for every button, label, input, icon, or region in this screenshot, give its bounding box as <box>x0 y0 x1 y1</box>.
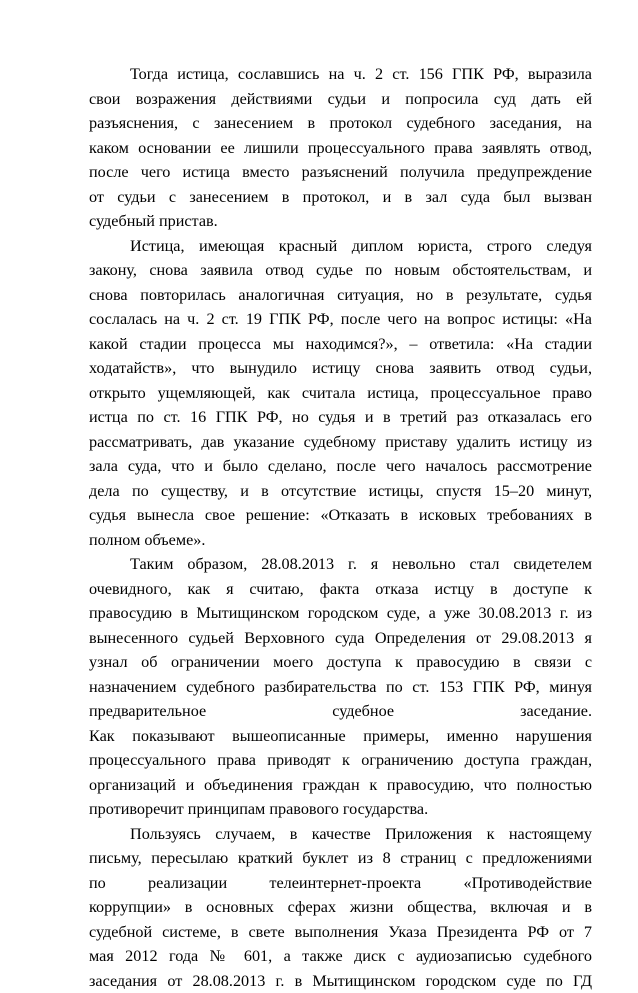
text-line: мая 2012 года № 601, а также диск с аудиозаписью судебного <box>89 944 592 969</box>
text-line: вынесенного судьей Верховного суда Определения от 29.08.2013 я <box>89 626 592 651</box>
text-line: закону, снова заявила отвод судье по новым обстоятельствам, и <box>89 258 592 283</box>
text-line: ходатайств», что вынудило истицу снова заявить отвод судьи, <box>89 356 592 381</box>
text-line: Как показывают вышеописанные примеры, именно нарушения <box>89 724 592 749</box>
text-line: разъяснения, с занесением в протокол судебного заседания, на <box>89 111 592 136</box>
text-line: полном объеме». <box>89 528 592 553</box>
paragraph <box>89 822 592 993</box>
text-line: письму, пересылаю краткий буклет из 8 страниц с предложениями <box>89 846 592 871</box>
text-line: коррупции» в основных сферах жизни общества, включая и в <box>89 895 592 920</box>
text-line: сослалась на ч. 2 ст. 19 ГПК РФ, после чего на вопрос истицы: «На <box>89 307 592 332</box>
text-line: по реализации телеинтернет-проекта «Противодействие <box>89 871 592 896</box>
text-line: дела по существу, и в отсутствие истицы, спустя 15–20 минут, <box>89 479 592 504</box>
text-line: рассматривать, дав указание судебному приставу удалить истицу из <box>89 430 592 455</box>
paragraph <box>89 724 592 822</box>
text-line: каком основании ее лишили процессуального права заявлять отвод, <box>89 136 592 161</box>
text-line: судебный пристав. <box>89 209 592 234</box>
text-line: Истица, имеющая красный диплом юриста, строго следуя <box>89 234 592 259</box>
paragraph <box>89 552 592 724</box>
text-line: судебной системе, в свете выполнения Указа Президента РФ от 7 <box>89 920 592 945</box>
text-line: какой стадии процесса мы находимся?», – ответила: «На стадии <box>89 332 592 357</box>
text-line: правосудию в Мытищинском городском суде, а уже 30.08.2013 г. из <box>89 601 592 626</box>
text-line: Таким образом, 28.08.2013 г. я невольно стал свидетелем <box>89 552 592 577</box>
text-line: предварительное судебное заседание. <box>89 699 592 724</box>
text-line: судья вынесла свое решение: «Отказать в исковых требованиях в <box>89 503 592 528</box>
text-line: свои возражения действиями судьи и попросила суд дать ей <box>89 87 592 112</box>
paragraph <box>89 62 592 234</box>
text-line: Тогда истица, сославшись на ч. 2 ст. 156 ГПК РФ, выразила <box>89 62 592 87</box>
text-line: организаций и объединения граждан к правосудию, что полностью <box>89 773 592 798</box>
text-line: процессуального права приводят к ограничению доступа граждан, <box>89 748 592 773</box>
text-line: узнал об ограничении моего доступа к правосудию в связи с <box>89 650 592 675</box>
text-line: снова повторилась аналогичная ситуация, но в результате, судья <box>89 283 592 308</box>
text-line: открыто ущемляющей, как считала истица, процессуальное право <box>89 381 592 406</box>
text-line: заседания от 28.08.2013 г. в Мытищинском городском суде по ГД <box>89 969 592 993</box>
document-body <box>89 62 592 993</box>
text-line: от судьи с занесением в протокол, и в зал суда был вызван <box>89 185 592 210</box>
text-line: назначением судебного разбирательства по ст. 153 ГПК РФ, минуя <box>89 675 592 700</box>
text-line: противоречит принципам правового государства. <box>89 797 592 822</box>
text-line: после чего истица вместо разъяснений получила предупреждение <box>89 160 592 185</box>
text-line: зала суда, что и было сделано, после чего началось рассмотрение <box>89 454 592 479</box>
text-line: истца по ст. 16 ГПК РФ, но судья и в третий раз отказалась его <box>89 405 592 430</box>
text-line: очевидного, как я считаю, факта отказа истцу в доступе к <box>89 577 592 602</box>
paragraph <box>89 234 592 553</box>
text-line: Пользуясь случаем, в качестве Приложения к настоящему <box>89 822 592 847</box>
